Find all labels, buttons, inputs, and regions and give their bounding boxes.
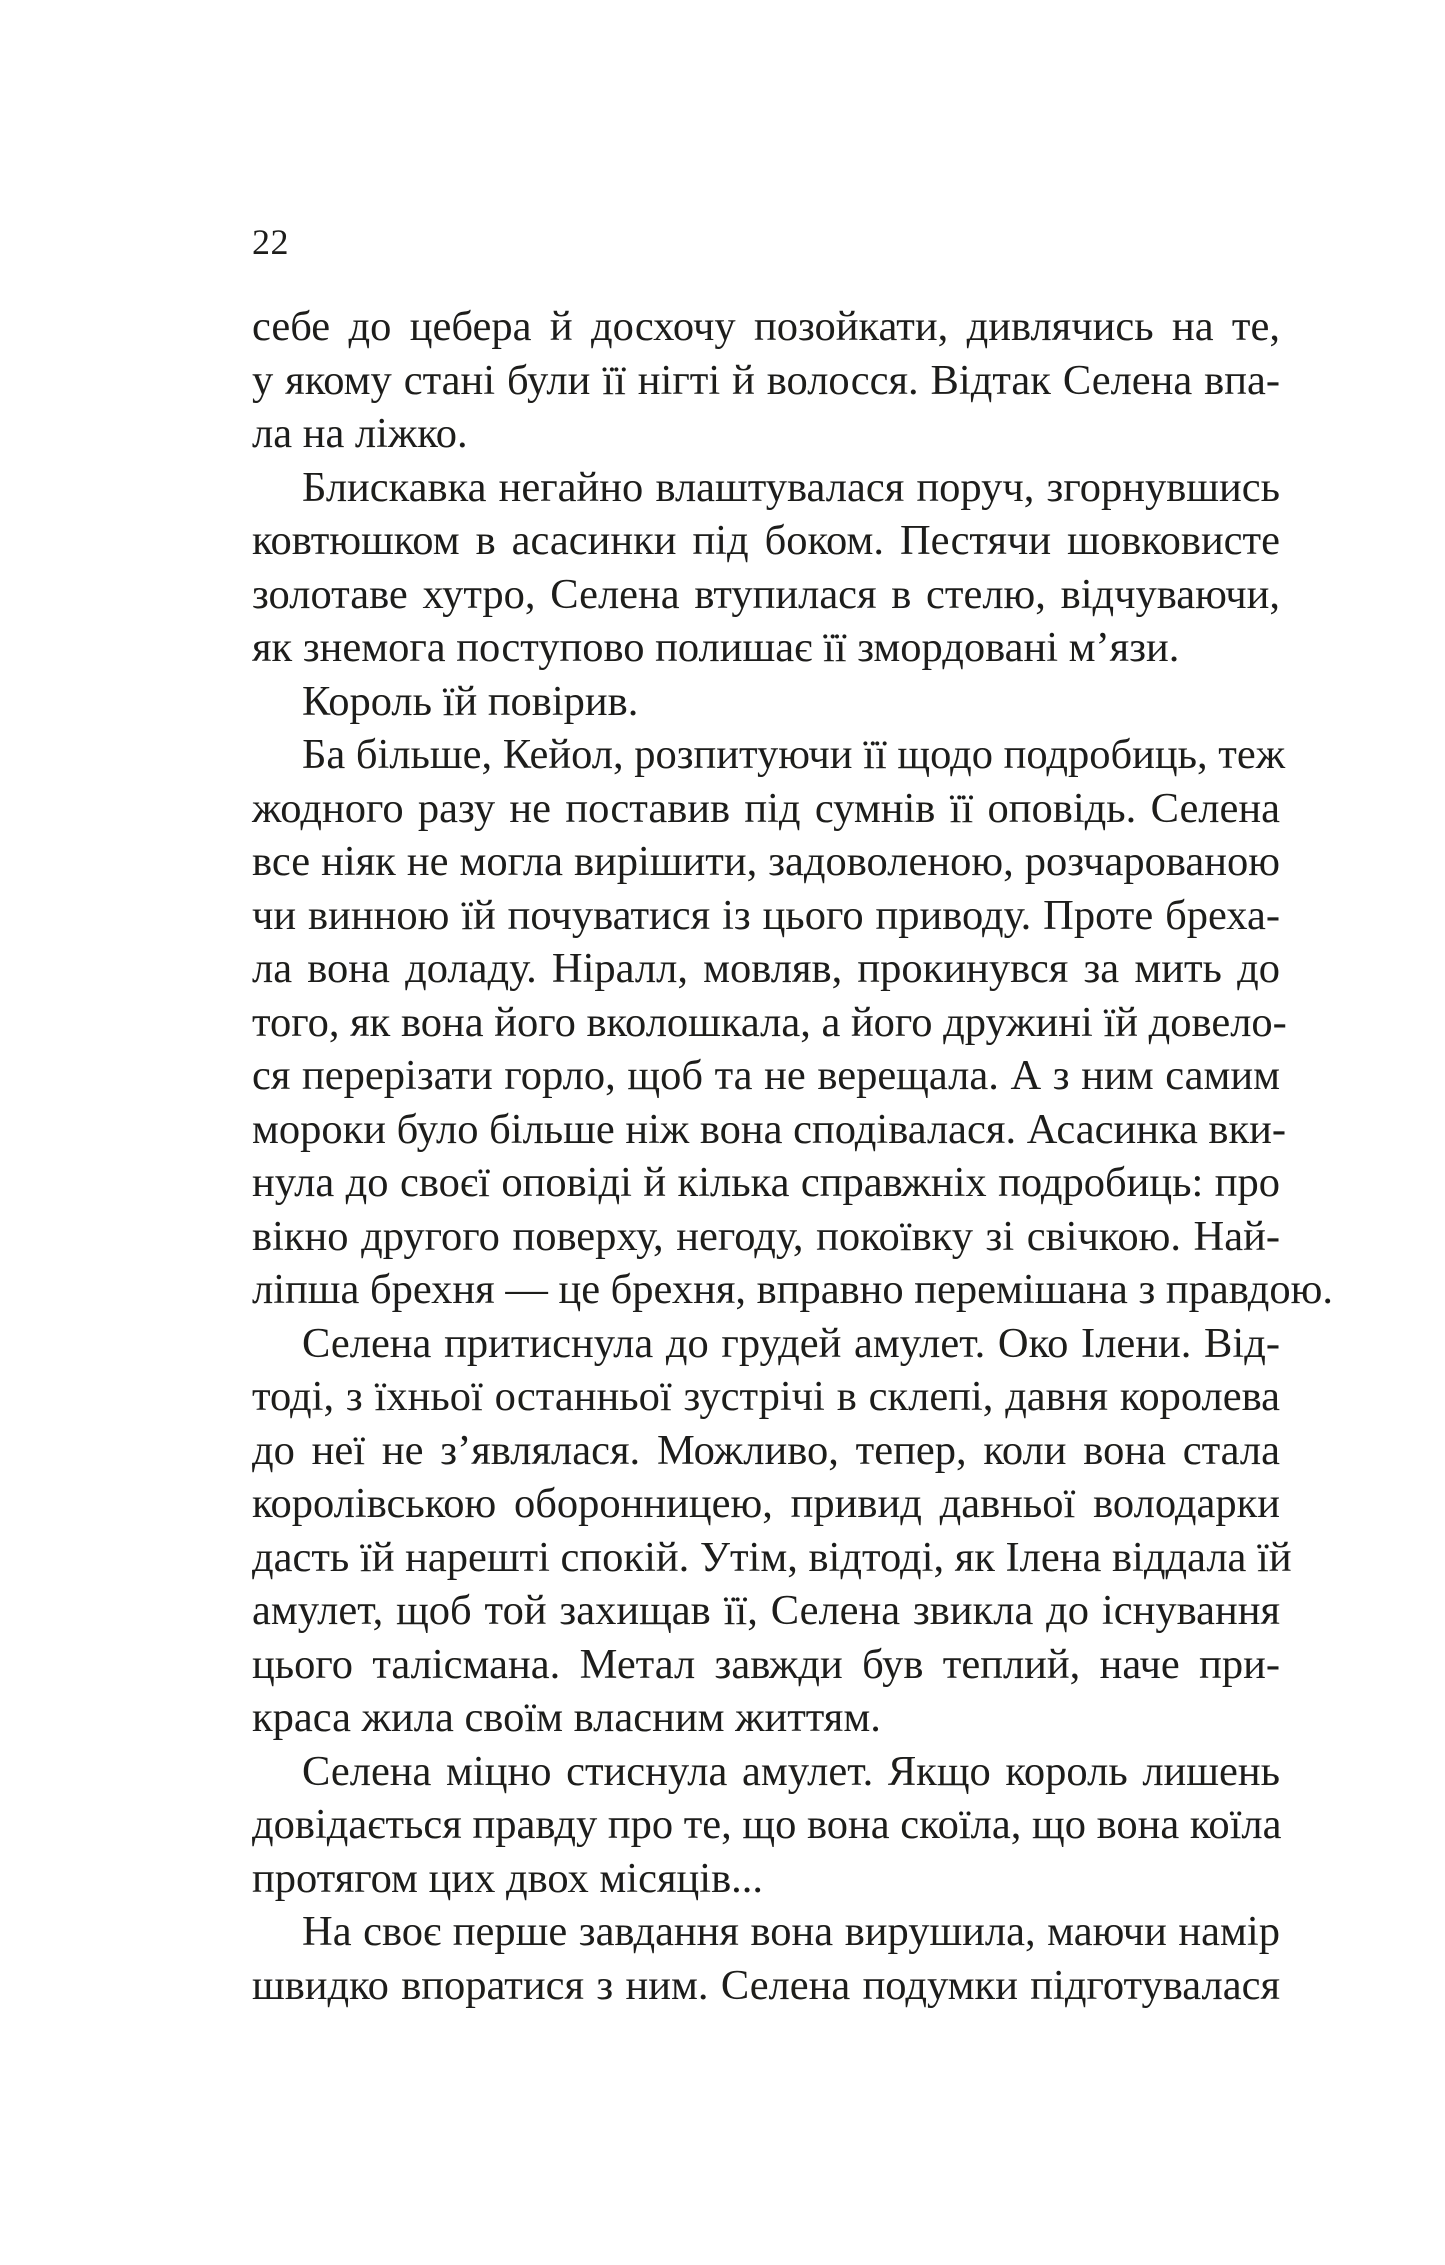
text-line: ла вона доладу. Ніралл, мовляв, прокинувся за мить до (252, 945, 1280, 992)
text-line: королівською оборонницею, привид давньої володарки (252, 1480, 1280, 1527)
text-line: протягом цих двох місяців... (252, 1854, 764, 1902)
text-line: жодного разу не поставив під сумнів її оповідь. Селена (252, 784, 1280, 832)
text-line: Король їй повірив. (302, 677, 639, 725)
text-line: все ніяк не могла вирішити, задоволеною, розчарованою (252, 838, 1280, 885)
text-line: ліпша брехня — це брехня, вправно перемішана з правдою. (252, 1266, 1334, 1313)
paragraph (252, 675, 1280, 729)
text-line: Селена міцно стиснула амулет. Якщо король лишень (302, 1747, 1280, 1795)
text-line: довідається правду про те, що вона скоїла, що вона коїла (252, 1801, 1282, 1848)
paragraph (252, 728, 1334, 1317)
text-line: швидко впоратися з ним. Селена подумки підготувалася (252, 1961, 1280, 2009)
text-line: цього талісмана. Метал завжди був теплий, наче при- (252, 1640, 1280, 1688)
text-line: ла на ліжко. (252, 410, 468, 457)
text-line: чи винною їй почуватися із цього приводу. Проте бреха- (252, 891, 1280, 939)
text-line: як знемога поступово полишає її змордовані м’язи. (252, 624, 1180, 671)
text-line: себе до цебера й досхочу позойкати, дивлячись на те, (252, 303, 1280, 350)
page-number: 22 (252, 222, 289, 262)
text-line: до неї не з’являлася. Можливо, тепер, коли вона стала (252, 1426, 1280, 1474)
paragraph (252, 1317, 1292, 1745)
text-line: На своє перше завдання вона вирушила, маючи намір (302, 1908, 1280, 1955)
text-line: Ба більше, Кейол, розпитуючи її щодо подробиць, теж (302, 731, 1286, 778)
body-text (252, 300, 1334, 2012)
text-line: у якому стані були її нігті й волосся. Відтак Селена впа- (252, 356, 1280, 404)
paragraph (252, 1905, 1280, 2012)
text-line: ся перерізати горло, щоб та не верещала. А з ним самим (252, 1052, 1280, 1099)
text-line: Селена притиснула до грудей амулет. Око Ілени. Від- (302, 1319, 1280, 1367)
text-line: мороки було більше ніж вона сподівалася. Асасинка вки- (252, 1105, 1287, 1153)
text-line: дасть їй нарешті спокій. Утім, відтоді, як Ілена віддала їй (252, 1533, 1292, 1581)
text-line: того, як вона його вколошкала, а його дружині їй довело- (252, 998, 1287, 1046)
text-line: Блискавка негайно влаштувалася поруч, згорнувшись (302, 463, 1280, 511)
text-line: краса жила своїм власним життям. (252, 1694, 881, 1741)
text-line: амулет, щоб той захищав її, Селена звикла до існування (252, 1587, 1280, 1634)
text-line: ковтюшком в асасинки під боком. Пестячи шовковисте (252, 517, 1280, 564)
paragraph (252, 300, 1280, 461)
text-line: золотаве хутро, Селена втупилася в стелю, відчуваючи, (252, 570, 1280, 618)
text-line: вікно другого поверху, негоду, покоївку зі свічкою. Най- (252, 1212, 1280, 1260)
paragraph (252, 1745, 1280, 1906)
text-line: тоді, з їхньої останньої зустрічі в склепі, давня королева (252, 1373, 1280, 1420)
paragraph (252, 461, 1280, 675)
text-line: нула до своєї оповіді й кілька справжніх подробиць: про (252, 1159, 1280, 1206)
